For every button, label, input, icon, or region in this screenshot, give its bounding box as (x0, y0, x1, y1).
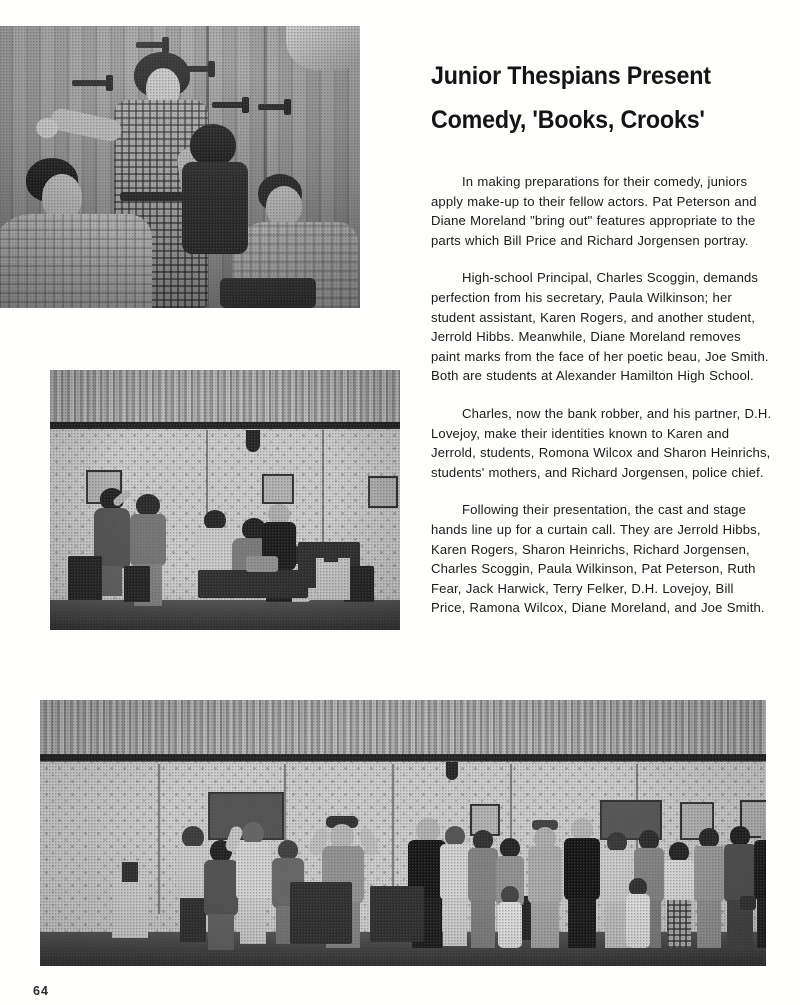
page-title (431, 54, 781, 142)
headline-line-2: Comedy, 'Books, Crooks' (431, 106, 705, 134)
headline-line-1: Junior Thespians Present (431, 62, 711, 90)
page-number: 64 (33, 984, 49, 998)
article-paragraph: High-school Principal, Charles Scoggin, demands perfection from his secretary, Paula Wilkinson; her student assistant, Karen Rogers, and another student, Jerrold Hibbs. Meanwhile, Diane Moreland removes paint marks from the face of her poetic beau, Joe Smith. Both are students at Alexander Hamilton High School. (431, 270, 769, 384)
article-paragraph: In making preparations for their comedy, juniors apply make-up to their fellow actors. Pat Peterson and Diane Moreland "bring out" features appropriate to the parts which Bill Price and Richard Jorgensen portray. (431, 174, 757, 248)
article-paragraph: Charles, now the bank robber, and his partner, D.H. Lovejoy, make their identities known to Karen and Jerrold, students, Romona Wilcox and Sharon Heinrichs, students' mothers, and Richard Jorgensen, police chief. (431, 405, 772, 480)
photo-makeup (0, 26, 360, 308)
photo-stage-scene (50, 370, 400, 630)
article-paragraph: Following their presentation, the cast and stage hands line up for a curtain call. They are Jerrold Hibbs, Karen Rogers, Sharon Heinrichs, Richard Jorgensen, Charles Scoggin, Paula Wilkinson, Pat Peterson, Ruth Fear, Jack Harwick, Terry Felker, D.H. Lovejoy, Bill Price, Ramona Wilcox, Diane Moreland, and Joe Smith. (431, 502, 765, 616)
photo-curtain-call (40, 700, 766, 966)
article-body (431, 172, 772, 618)
